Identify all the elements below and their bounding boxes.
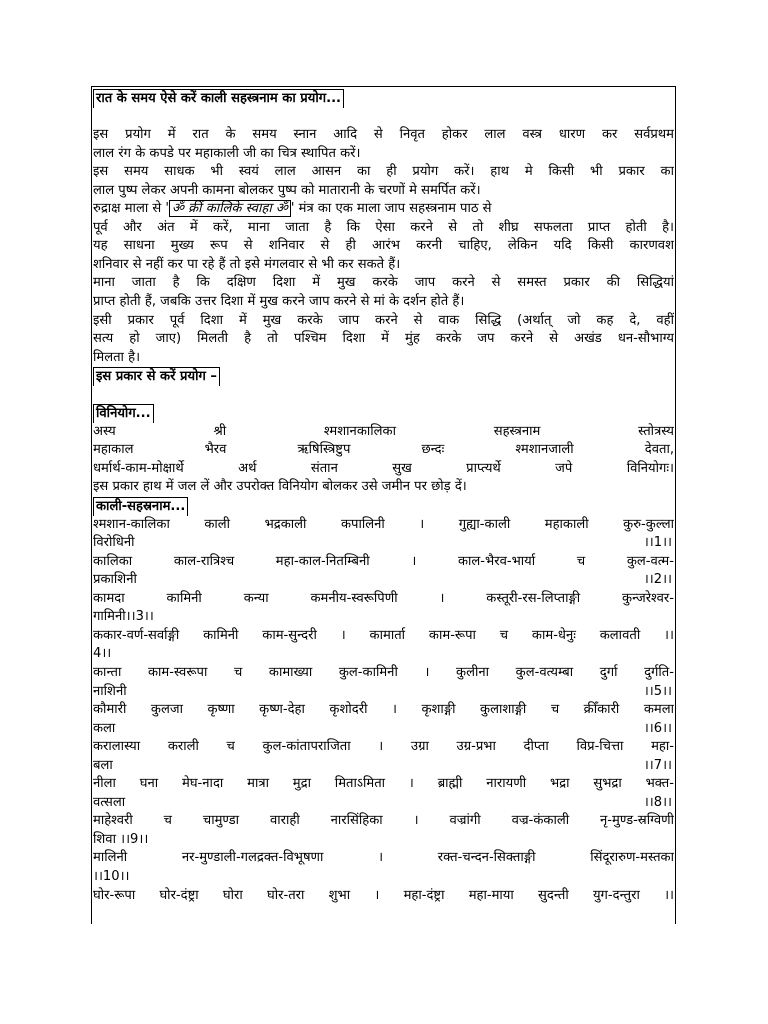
- verse-line: ककार-वर्ण-सर्वाङ्गी कामिनी काम-सुन्दरी । कामार्ता काम-रूपा च काम-धेनुः कलावती ।।: [93, 627, 674, 643]
- mantra-line-before: रुद्राक्ष माला से ': [93, 201, 169, 217]
- verse-line: [93, 683, 674, 702]
- verse-line: [93, 720, 674, 739]
- verse-block: [93, 887, 674, 906]
- verse-list: [93, 516, 674, 905]
- viniyog-line: धर्मार्थ-काम-मोक्षार्थे अर्थ संतान सुख प्राप्त्यर्थे जपे विनियोगः।: [93, 460, 674, 476]
- intro-line: इस प्रयोग में रात के समय स्नान आदि से निवृत होकर लाल वस्त्र धारण कर सर्वप्रथम: [93, 127, 674, 143]
- body-line: मिलता है।: [93, 349, 141, 365]
- verse-continuation: प्रकाशिनी: [93, 572, 137, 588]
- verse-continuation: ।।10।।: [93, 868, 130, 884]
- verse-line: [93, 571, 674, 590]
- verse-line: मालिनी नर-मुण्डाली-गलद्रक्त-विभूषणा । रक्त-चन्दन-सिक्ताङ्गी सिंदूरारुण-मस्तका: [93, 850, 674, 866]
- verse-continuation: विरोधिनी: [93, 535, 135, 551]
- intro-line: लाल पुष्प लेकर अपनी कामना बोलकर पुष्प को मातारानी के चरणों मे समर्पित करें।: [93, 182, 481, 198]
- verse-block: [93, 849, 674, 886]
- heading-sahasranama-line: [93, 497, 674, 516]
- verse-line: करालास्या कराली च कुल-कांतापराजिता । उग्रा उग्र-प्रभा दीप्ता विप्र-चित्ता महा-: [93, 739, 674, 755]
- verse-line: [93, 757, 674, 776]
- verse-line: [93, 534, 674, 553]
- verse-line: नीला घना मेघ-नादा मात्रा मुद्रा मिताऽमिता । ब्राह्मी नारायणी भद्रा सुभद्रा भक्त-: [93, 776, 674, 792]
- verse-line: [93, 868, 674, 887]
- verse-line: कालिका काल-रात्रिश्च महा-काल-नितम्बिनी । काल-भैरव-भार्या च कुल-वत्म-: [93, 553, 674, 569]
- verse-line: [93, 794, 674, 813]
- viniyog-line: अस्य श्री श्मशानकालिका सहस्त्रनाम स्तोत्रस्य: [93, 423, 674, 439]
- verse-line: कान्ता काम-स्वरूपा च कामाख्या कुल-कामिनी । कुलीना कुल-वत्यम्बा दुर्गा दुर्गति-: [93, 664, 674, 680]
- verse-number: ।।8।।: [643, 794, 672, 810]
- heading-main-line: [93, 89, 674, 108]
- verse-continuation: नाशिनी: [93, 683, 127, 699]
- body-line: सत्य हो जाए) मिलती है तो पश्चिम दिशा में मुंह करके जप करने से अखंड धन-सौभाग्य: [93, 331, 674, 347]
- verse-block: [93, 812, 674, 849]
- verse-continuation: बला: [93, 757, 113, 773]
- verse-line: श्मशान-कालिका काली भद्रकाली कपालिनी । गुह्या-काली महाकाली कुरु-कुल्ला: [93, 516, 674, 532]
- intro-line: इस समय साधक भी स्वयं लाल आसन का ही प्रयोग करें। हाथ मे किसी भी प्रकार का: [93, 164, 674, 180]
- verse-line: [93, 831, 674, 850]
- verse-continuation: कला: [93, 720, 116, 736]
- verse-block: [93, 590, 674, 627]
- verse-number: ।।7।।: [643, 757, 672, 773]
- verse-block: [93, 553, 674, 590]
- heading-prayog-line: [93, 367, 674, 386]
- mantra-text: ॐ क्रीं कालिके स्वाहा ॐ: [169, 200, 291, 217]
- spacer: [93, 386, 674, 405]
- viniyog-line: महाकाल भैरव ऋषिस्त्रिष्टुप छन्दः श्मशानजाली देवता,: [93, 442, 674, 458]
- verse-block: [93, 701, 674, 738]
- heading-prayog: इस प्रकार से करें प्रयोग –: [93, 367, 220, 386]
- verse-block: [93, 627, 674, 664]
- body-line: शनिवार से नहीं कर पा रहे हैं तो इसे मंगलवार से भी कर सकते हैं।: [93, 256, 401, 272]
- document-page: [91, 86, 676, 924]
- heading-main: रात के समय ऐसे करें काली सहस्त्रनाम का प्रयोग...: [93, 89, 344, 108]
- viniyog-end-line: इस प्रकार हाथ में जल लें और उपरोक्त विनियोग बोलकर उसे जमीन पर छोड़ दें।: [93, 479, 467, 495]
- verse-line: कामदा कामिनी कन्या कमनीय-स्वरूपिणी । कस्तूरी-रस-लिप्ताङ्गी कुन्जरेश्वर-: [93, 590, 674, 606]
- verse-continuation: गामिनी।।3।।: [93, 609, 154, 625]
- mantra-line-after: ' मंत्र का एक माला जाप सहस्त्रनाम पाठ से: [290, 201, 492, 217]
- verse-block: [93, 775, 674, 812]
- verse-block: [93, 516, 674, 553]
- verse-continuation: 4।।: [93, 646, 112, 662]
- verse-number: ।।6।।: [643, 720, 672, 736]
- verse-number: ।।2।।: [643, 572, 672, 588]
- verse-line: [93, 645, 674, 664]
- body-line: यह साधना मुख्य रूप से शनिवार से ही आरंभ करनी चाहिए, लेकिन यदि किसी कारणवश: [93, 238, 674, 254]
- verse-line: कौमारी कुलजा कृष्णा कृष्ण-देहा कृशोदरी । कृशाङ्गी कुलाशाङ्गी च क्रीँकारी कमला: [93, 702, 674, 718]
- body-line: प्राप्त होती हैं, जबकि उत्तर दिशा में मुख करने जाप करने से मां के दर्शन होते हैं।: [93, 294, 465, 310]
- body-line: पूर्व और अंत में करें, माना जाता है कि ऐसा करने से तो शीघ्र सफलता प्राप्त होती है।: [93, 219, 674, 235]
- verse-line: [93, 608, 674, 627]
- heading-viniyog: विनियोग...: [93, 404, 154, 423]
- verse-block: [93, 664, 674, 701]
- verse-number: ।।1।।: [643, 535, 672, 551]
- verse-number: ।।5।।: [643, 683, 672, 699]
- intro-line: लाल रंग के कपडे पर महाकाली जी का चित्र स्थापित करें।: [93, 145, 361, 161]
- body-line: माना जाता है कि दक्षिण दिशा में मुख करके जाप करने से समस्त प्रकार की सिद्धियां: [93, 275, 674, 291]
- spacer: [93, 108, 674, 127]
- verse-block: [93, 738, 674, 775]
- verse-line: माहेश्वरी च चामुण्डा वाराही नारसिंहिका । वज्रांगी वज्र-कंकाली नृ-मुण्ड-स्रग्विणी: [93, 813, 674, 829]
- heading-viniyog-line: [93, 404, 674, 423]
- heading-sahasranama: काली-सहस्रनाम...: [93, 497, 188, 516]
- verse-continuation: शिवा ।।9।।: [93, 831, 149, 847]
- body-line: इसी प्रकार पूर्व दिशा में मुख करके जाप करने से वाक सिद्धि (अर्थात् जो कह दे, वहीं: [93, 312, 674, 328]
- verse-line: घोर-रूपा घोर-दंष्ट्रा घोरा घोर-तरा शुभा । महा-दंष्ट्रा महा-माया सुदन्ती युग-दन्तुरा ।।: [93, 887, 674, 903]
- mantra-line: [93, 200, 674, 219]
- verse-continuation: वत्सला: [93, 794, 126, 810]
